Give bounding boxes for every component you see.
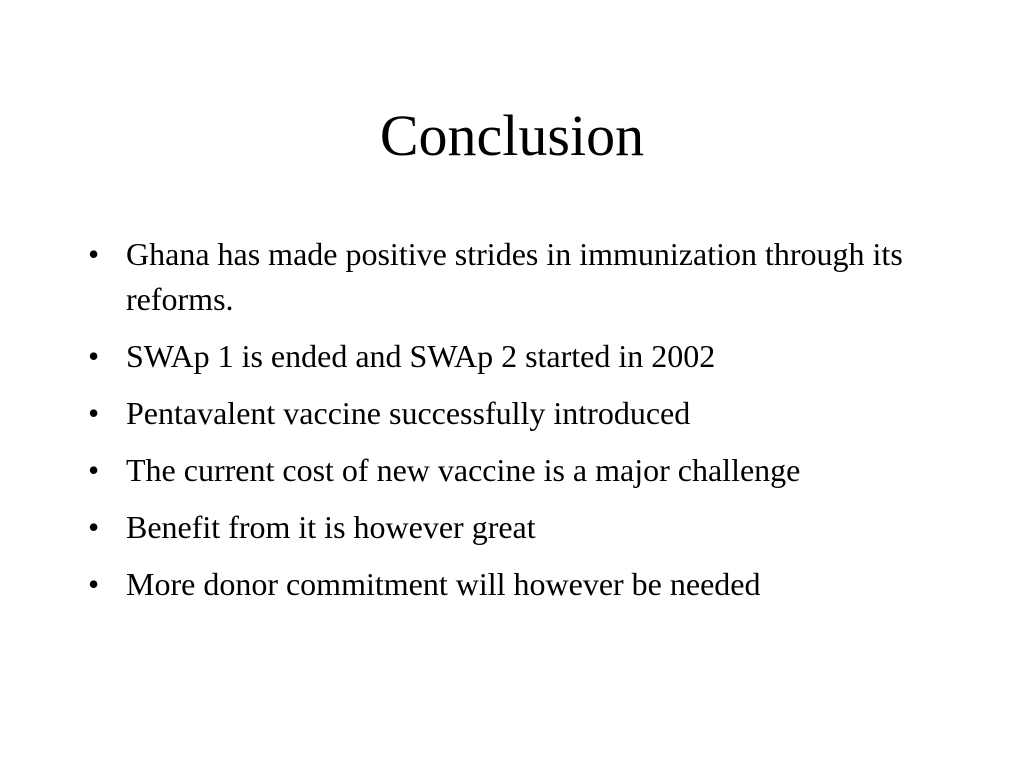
bullet-mark: • — [88, 395, 100, 431]
bullet-list — [84, 232, 964, 619]
bullet-text: Ghana has made positive strides in immunization through its reforms. — [126, 236, 903, 317]
bullet-item — [84, 391, 964, 436]
slide-title: Conclusion — [379, 103, 645, 168]
bullet-item — [84, 505, 964, 550]
bullet-text: More donor commitment will however be needed — [126, 566, 761, 602]
bullet-text: The current cost of new vaccine is a major challenge — [126, 452, 801, 488]
bullet-mark: • — [88, 338, 100, 374]
bullet-mark: • — [88, 566, 100, 602]
bullet-mark: • — [88, 236, 100, 272]
bullet-mark: • — [88, 452, 100, 488]
bullet-text: Benefit from it is however great — [126, 509, 536, 545]
bullet-mark: • — [88, 509, 100, 545]
bullet-item — [84, 334, 964, 379]
bullet-item — [84, 562, 964, 607]
bullet-text: SWAp 1 is ended and SWAp 2 started in 2002 — [126, 338, 716, 374]
bullet-item — [84, 448, 964, 493]
bullet-text: Pentavalent vaccine successfully introduced — [126, 395, 691, 431]
bullet-item — [84, 232, 964, 322]
